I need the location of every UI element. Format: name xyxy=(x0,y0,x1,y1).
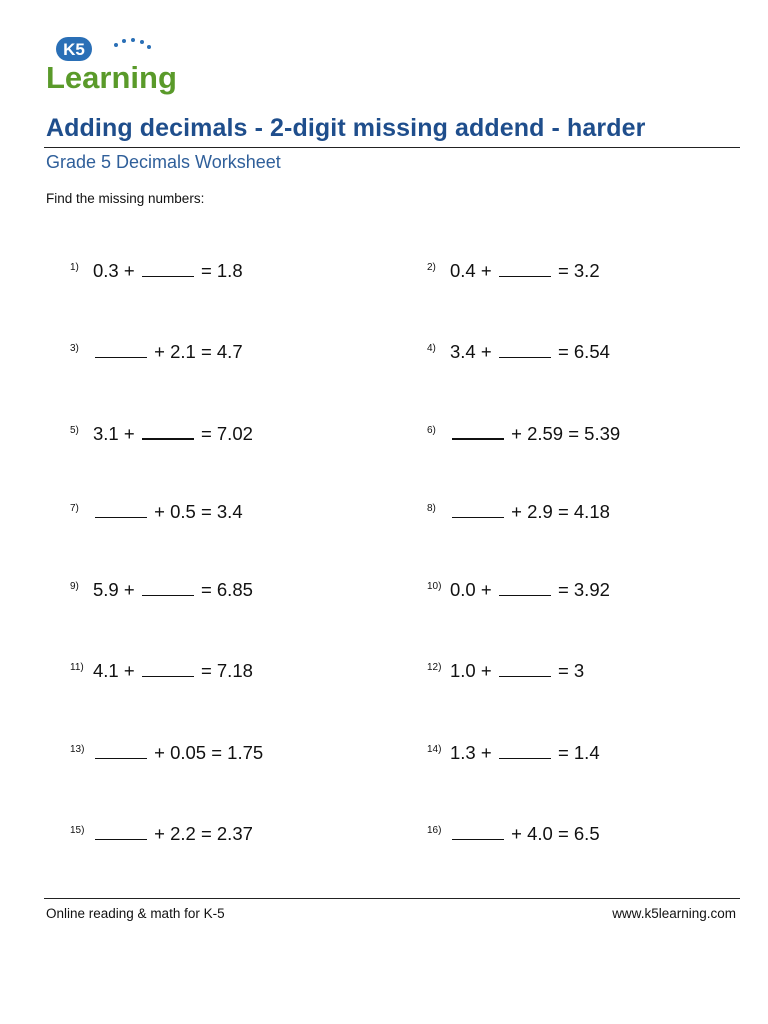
problem-number: 8) xyxy=(427,503,436,514)
problem-equation xyxy=(450,579,610,601)
equation-right: = 7.18 xyxy=(195,660,253,681)
problem-number: 9) xyxy=(70,581,79,592)
equation-right: = 6.54 xyxy=(552,341,610,362)
answer-blank[interactable] xyxy=(95,501,147,518)
problem-item xyxy=(70,501,243,523)
equation-left: 1.3 + xyxy=(450,742,497,763)
equation-left: 4.1 + xyxy=(93,660,140,681)
answer-blank[interactable] xyxy=(499,341,551,358)
equation-left: 3.1 + xyxy=(93,423,140,444)
problem-number: 12) xyxy=(427,662,442,673)
problem-item xyxy=(70,260,243,282)
footer-tagline: Online reading & math for K-5 xyxy=(46,906,225,921)
equation-right: = 7.02 xyxy=(195,423,253,444)
equation-right: + 2.59 = 5.39 xyxy=(506,423,621,444)
problem-equation xyxy=(450,260,600,282)
equation-left: 1.0 + xyxy=(450,660,497,681)
problem-number: 15) xyxy=(70,825,85,836)
problem-equation xyxy=(93,660,253,682)
equation-right: = 6.85 xyxy=(195,579,253,600)
equation-right: + 0.05 = 1.75 xyxy=(149,742,264,763)
problem-equation xyxy=(450,422,620,445)
answer-blank[interactable] xyxy=(95,341,147,358)
answer-blank[interactable] xyxy=(95,742,147,759)
answer-blank[interactable] xyxy=(142,660,194,677)
problem-equation xyxy=(93,341,243,363)
problem-equation xyxy=(93,579,253,601)
problem-item xyxy=(427,742,600,764)
equation-right: = 3.92 xyxy=(552,579,610,600)
k5-learning-logo xyxy=(44,36,184,96)
problem-item xyxy=(70,341,243,363)
problem-equation xyxy=(93,823,253,845)
problem-equation xyxy=(450,823,600,845)
footer-divider xyxy=(44,898,740,899)
problem-number: 10) xyxy=(427,581,442,592)
page-subtitle: Grade 5 Decimals Worksheet xyxy=(46,152,281,172)
problem-number: 3) xyxy=(70,343,79,354)
answer-blank[interactable] xyxy=(95,823,147,840)
logo-stars-icon xyxy=(114,38,151,49)
problem-item xyxy=(427,579,610,601)
answer-blank[interactable] xyxy=(499,579,551,596)
problem-number: 7) xyxy=(70,503,79,514)
problem-item xyxy=(427,660,584,682)
equation-right: + 2.1 = 4.7 xyxy=(149,341,243,362)
footer-website-link[interactable]: www.k5learning.com xyxy=(612,906,736,921)
problem-item xyxy=(70,579,253,601)
problem-number: 6) xyxy=(427,425,436,436)
problem-number: 2) xyxy=(427,262,436,273)
problem-item xyxy=(427,260,600,282)
problem-item xyxy=(427,422,620,445)
problem-equation xyxy=(450,660,584,682)
problem-equation xyxy=(93,260,243,282)
problem-equation xyxy=(450,501,610,523)
problem-equation xyxy=(93,422,253,445)
problem-number: 13) xyxy=(70,744,85,755)
problem-item xyxy=(427,501,610,523)
equation-right: + 4.0 = 6.5 xyxy=(506,823,600,844)
answer-blank[interactable] xyxy=(499,742,551,759)
equation-right: = 3.2 xyxy=(552,260,600,281)
problem-equation xyxy=(450,341,610,363)
equation-right: = 3 xyxy=(552,660,585,681)
problem-number: 5) xyxy=(70,425,79,436)
equation-left: 0.0 + xyxy=(450,579,497,600)
problem-number: 14) xyxy=(427,744,442,755)
problem-number: 4) xyxy=(427,343,436,354)
equation-right: = 1.4 xyxy=(552,742,600,763)
problem-equation xyxy=(93,501,243,523)
k5-logo-graphic xyxy=(44,36,184,96)
answer-blank[interactable] xyxy=(499,660,551,677)
equation-right: = 1.8 xyxy=(195,260,243,281)
answer-blank[interactable] xyxy=(452,823,504,840)
answer-blank[interactable] xyxy=(142,579,194,596)
answer-blank[interactable] xyxy=(142,422,194,440)
problem-equation xyxy=(450,742,600,764)
problem-number: 11) xyxy=(70,662,84,673)
answer-blank[interactable] xyxy=(452,422,504,440)
problem-item xyxy=(427,823,600,845)
problem-item xyxy=(70,742,263,764)
equation-right: + 0.5 = 3.4 xyxy=(149,501,243,522)
equation-left: 5.9 + xyxy=(93,579,140,600)
problem-item xyxy=(70,660,253,682)
answer-blank[interactable] xyxy=(142,260,194,277)
answer-blank[interactable] xyxy=(452,501,504,518)
problem-item xyxy=(70,823,253,845)
equation-right: + 2.2 = 2.37 xyxy=(149,823,253,844)
problem-item xyxy=(427,341,610,363)
problem-number: 1) xyxy=(70,262,79,273)
page-title: Adding decimals - 2-digit missing addend - harder xyxy=(46,114,646,142)
equation-left: 0.3 + xyxy=(93,260,140,281)
logo-wordmark: Learning xyxy=(46,60,177,95)
problem-number: 16) xyxy=(427,825,442,836)
equation-right: + 2.9 = 4.18 xyxy=(506,501,610,522)
equation-left: 0.4 + xyxy=(450,260,497,281)
logo-badge-text: K5 xyxy=(63,40,85,59)
instructions: Find the missing numbers: xyxy=(46,191,205,206)
title-divider xyxy=(44,147,740,148)
equation-left: 3.4 + xyxy=(450,341,497,362)
answer-blank[interactable] xyxy=(499,260,551,277)
problem-item xyxy=(70,422,253,445)
problem-equation xyxy=(93,742,263,764)
